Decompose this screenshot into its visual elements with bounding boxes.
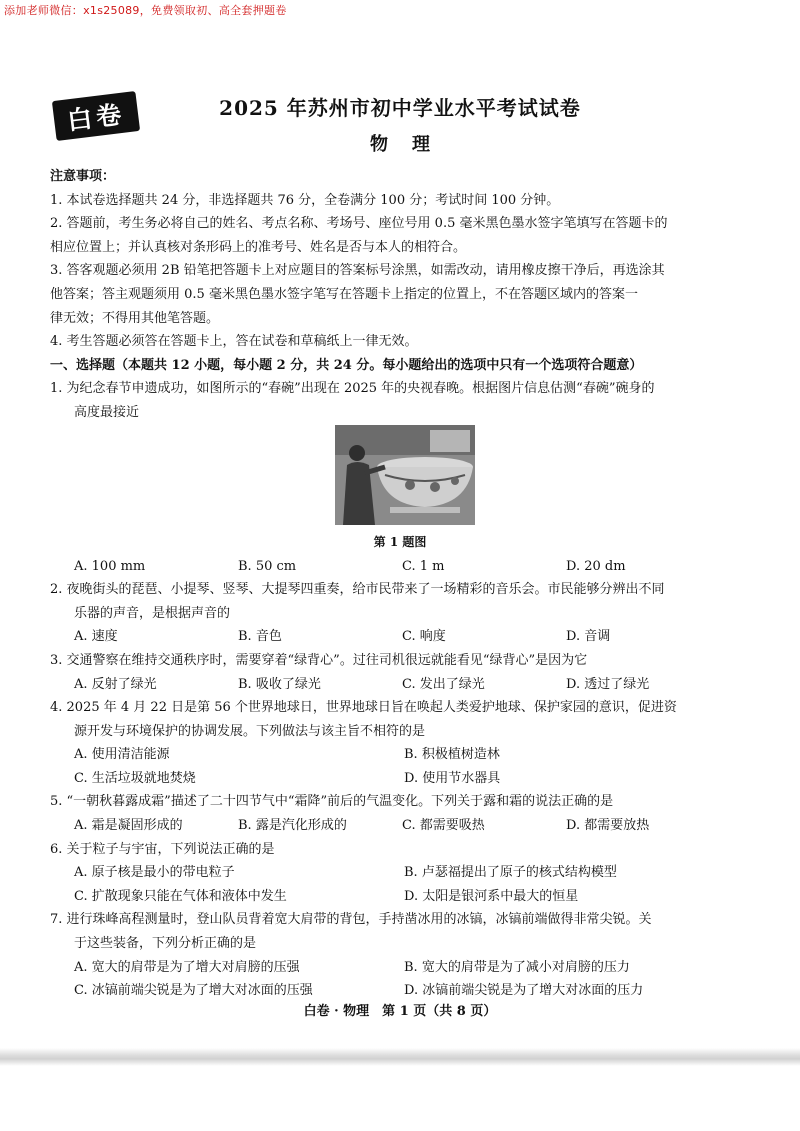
question-text: 1. 为纪念春节申遗成功，如图所示的“春碗”出现在 2025 年的央视春晚。根据图片信息估测“春碗”碗身的 xyxy=(50,381,655,397)
option: C. 1 m xyxy=(402,558,445,574)
question-text: 2. 夜晚街头的琵琶、小提琴、竖琴、大提琴四重奏，给市民带来了一场精彩的音乐会。市民能够分辨出不同 xyxy=(50,582,665,598)
option: A. 使用清洁能源 xyxy=(74,747,170,763)
option: B. 吸收了绿光 xyxy=(238,676,321,692)
scan-artifact xyxy=(0,1048,800,1066)
page-footer: 白卷 · 物理 第 1 页（共 8 页） xyxy=(303,1004,497,1019)
option: D. 冰镐前端尖锐是为了增大对冰面的压力 xyxy=(404,983,644,999)
options-1 xyxy=(50,555,750,579)
option: A. 100 mm xyxy=(74,558,146,574)
options-7 xyxy=(50,956,750,980)
options-2 xyxy=(50,625,750,649)
option: C. 冰镐前端尖锐是为了增大对冰面的压强 xyxy=(74,983,313,999)
question-text: 3. 交通警察在维持交通秩序时，需要穿着“绿背心”。过往司机很远就能看见“绿背心”是因为它 xyxy=(50,652,588,668)
option: D. 音调 xyxy=(566,629,611,645)
option: C. 都需要吸热 xyxy=(402,818,485,834)
question-1 xyxy=(50,377,750,424)
question-4 xyxy=(50,696,750,743)
option: B. 音色 xyxy=(238,629,282,645)
exam-content xyxy=(50,165,750,1003)
options-4 xyxy=(50,743,750,767)
options-5 xyxy=(50,814,750,838)
figure-1 xyxy=(50,425,750,555)
promo-banner: 添加老师微信：x1s25089，免费领取初、高全套押题卷 xyxy=(4,4,287,17)
bowl-illustration xyxy=(335,425,475,525)
note-line: 律无效；不得用其他笔答题。 xyxy=(50,310,220,326)
option: D. 使用节水器具 xyxy=(404,770,501,786)
question-2 xyxy=(50,578,750,625)
option: C. 生活垃圾就地焚烧 xyxy=(74,770,196,786)
option: A. 宽大的肩带是为了增大对肩膀的压强 xyxy=(74,959,300,975)
note-line: 他答案；答主观题须用 0.5 毫米黑色墨水签字笔写在答题卡上指定的位置上，不在答题区域内的答案一 xyxy=(50,286,638,302)
question-text: 于这些装备，下列分析正确的是 xyxy=(74,936,257,952)
question-3 xyxy=(50,649,750,673)
question-5 xyxy=(50,790,750,814)
option: A. 速度 xyxy=(74,629,118,645)
option: B. 卢瑟福提出了原子的核式结构模型 xyxy=(404,865,617,881)
options-4b xyxy=(50,767,750,791)
options-3 xyxy=(50,673,750,697)
note-line: 相应位置上；并认真核对条形码上的准考号、姓名是否与本人的相符合。 xyxy=(50,239,467,255)
option: D. 20 dm xyxy=(566,558,626,574)
question-text: 4. 2025 年 4 月 22 日是第 56 个世界地球日，世界地球日旨在唤起人类爱护地球、保护家园的意识，促进资 xyxy=(50,700,677,716)
section-title: 一、选择题（本题共 12 小题，每小题 2 分，共 24 分。每小题给出的选项中只有一个选项符合题意） xyxy=(50,357,643,373)
paper-badge: 白卷 xyxy=(52,91,140,141)
options-6b xyxy=(50,885,750,909)
bowl-photo xyxy=(335,425,475,525)
option: D. 透过了绿光 xyxy=(566,676,650,692)
option: C. 响度 xyxy=(402,629,446,645)
question-text: 7. 进行珠峰高程测量时，登山队员背着宽大肩带的背包，手持凿冰用的冰镐，冰镐前端做得非常尖锐。关 xyxy=(50,912,652,928)
note-line: 1. 本试卷选择题共 24 分，非选择题共 76 分，全卷满分 100 分；考试时间 100 分钟。 xyxy=(50,192,560,208)
option: C. 发出了绿光 xyxy=(402,676,485,692)
question-text: 6. 关于粒子与宇宙，下列说法正确的是 xyxy=(50,841,275,857)
note-line: 3. 答客观题必须用 2B 铅笔把答题卡上对应题目的答案标号涂黑，如需改动，请用橡皮擦干净后，再选涂其 xyxy=(50,263,665,279)
question-text: 源开发与环境保护的协调发展。下列做法与该主旨不相符的是 xyxy=(74,723,426,739)
option: B. 50 cm xyxy=(238,558,297,574)
question-6 xyxy=(50,838,750,862)
option: B. 宽大的肩带是为了减小对肩膀的压力 xyxy=(404,959,630,975)
options-6 xyxy=(50,861,750,885)
question-text: 5. “一朝秋暮露成霜”描述了二十四节气中“霜降”前后的气温变化。下列关于露和霜的说法正确的是 xyxy=(50,794,614,810)
note-line: 2. 答题前，考生务必将自己的姓名、考点名称、考场号、座位号用 0.5 毫米黑色墨水签字笔填写在答题卡的 xyxy=(50,216,668,232)
option: C. 扩散现象只能在气体和液体中发生 xyxy=(74,888,287,904)
option: B. 积极植树造林 xyxy=(404,747,500,763)
question-text: 高度最接近 xyxy=(74,404,140,420)
note-line: 4. 考生答题必须答在答题卡上，答在试卷和草稿纸上一律无效。 xyxy=(50,334,418,350)
option: D. 都需要放热 xyxy=(566,818,650,834)
page-title: 2025 年苏州市初中学业水平考试试卷 xyxy=(219,96,581,120)
option: A. 原子核是最小的带电粒子 xyxy=(74,865,235,881)
question-7 xyxy=(50,908,750,955)
subject-title: 物理 xyxy=(370,134,454,155)
option: A. 反射了绿光 xyxy=(74,676,157,692)
option: B. 露是汽化形成的 xyxy=(238,818,347,834)
notes-heading: 注意事项： xyxy=(50,169,116,184)
figure-caption: 第 1 题图 xyxy=(373,534,427,549)
option: D. 太阳是银河系中最大的恒星 xyxy=(404,888,579,904)
option: A. 霜是凝固形成的 xyxy=(74,818,183,834)
question-text: 乐器的声音，是根据声音的 xyxy=(74,605,231,621)
